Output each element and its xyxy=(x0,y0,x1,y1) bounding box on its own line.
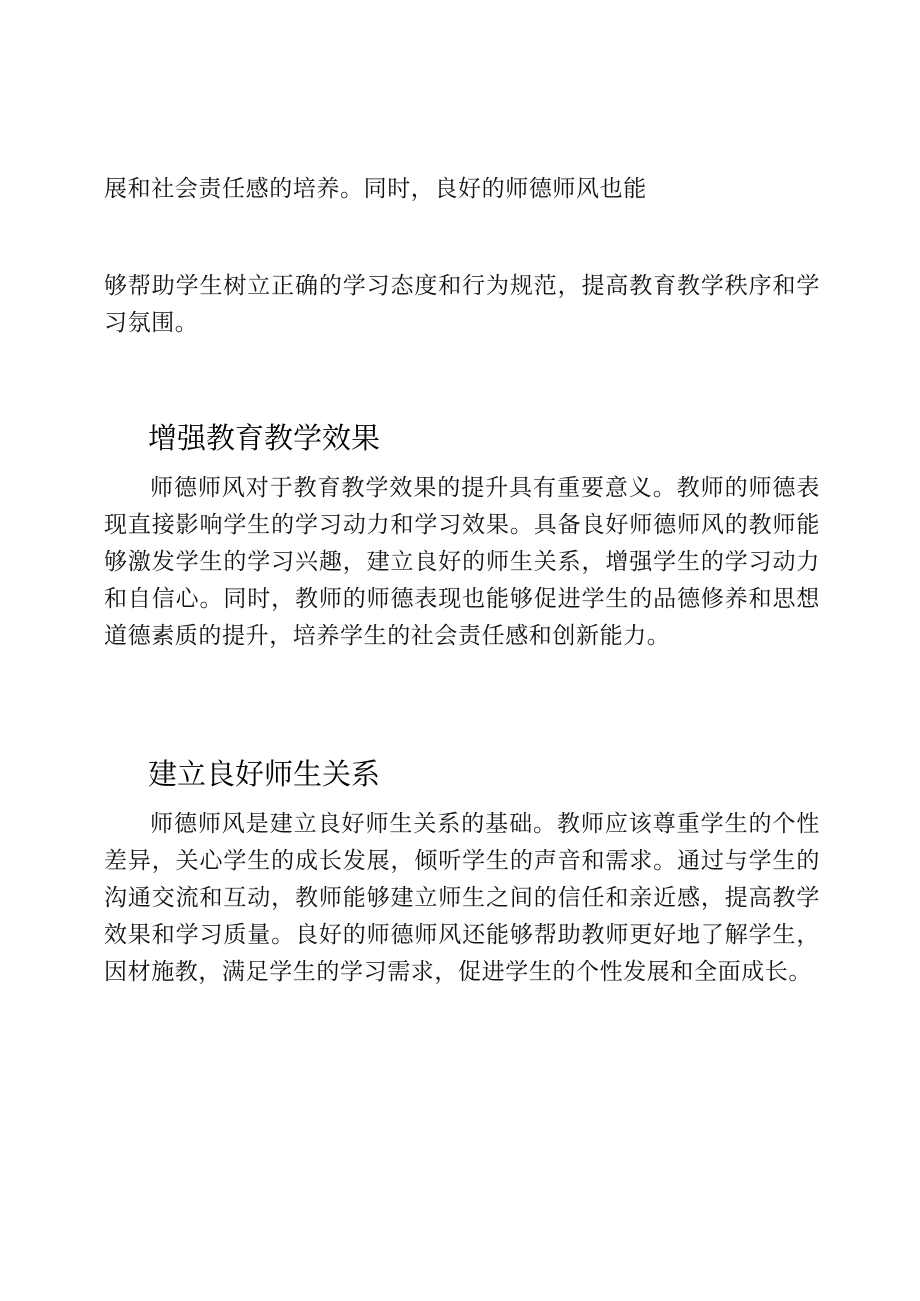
section-heading-teacher-student-relation: 建立良好师生关系 xyxy=(148,757,381,791)
continuation-paragraph: 够帮助学生树立正确的学习态度和行为规范，提高教育教学秩序和学习氛围。 xyxy=(104,273,820,336)
section-heading-teaching-effect: 增强教育教学效果 xyxy=(148,421,381,455)
section-body-teaching-effect: 师德师风对于教育教学效果的提升具有重要意义。教师的师德表现直接影响学生的学习动力和学习效果。具备良好师德师风的教师能够激发学生的学习兴趣，建立良好的师生关系，增强学生的学习动力和自信心。同时，教师的师德表现也能够促进学生的品德修养和思想道德素质的提升，培养学生的社会责任感和创新能力。 xyxy=(104,475,820,649)
section-body-teacher-student-relation: 师德师风是建立良好师生关系的基础。教师应该尊重学生的个性差异，关心学生的成长发展，倾听学生的声音和需求。通过与学生的沟通交流和互动，教师能够建立师生之间的信任和亲近感，提高教学效果和学习质量。良好的师德师风还能够帮助教师更好地了解学生，因材施教，满足学生的学习需求，促进学生的个性发展和全面成长。 xyxy=(104,811,820,985)
continuation-line: 展和社会责任感的培养。同时，良好的师德师风也能 xyxy=(104,176,647,202)
